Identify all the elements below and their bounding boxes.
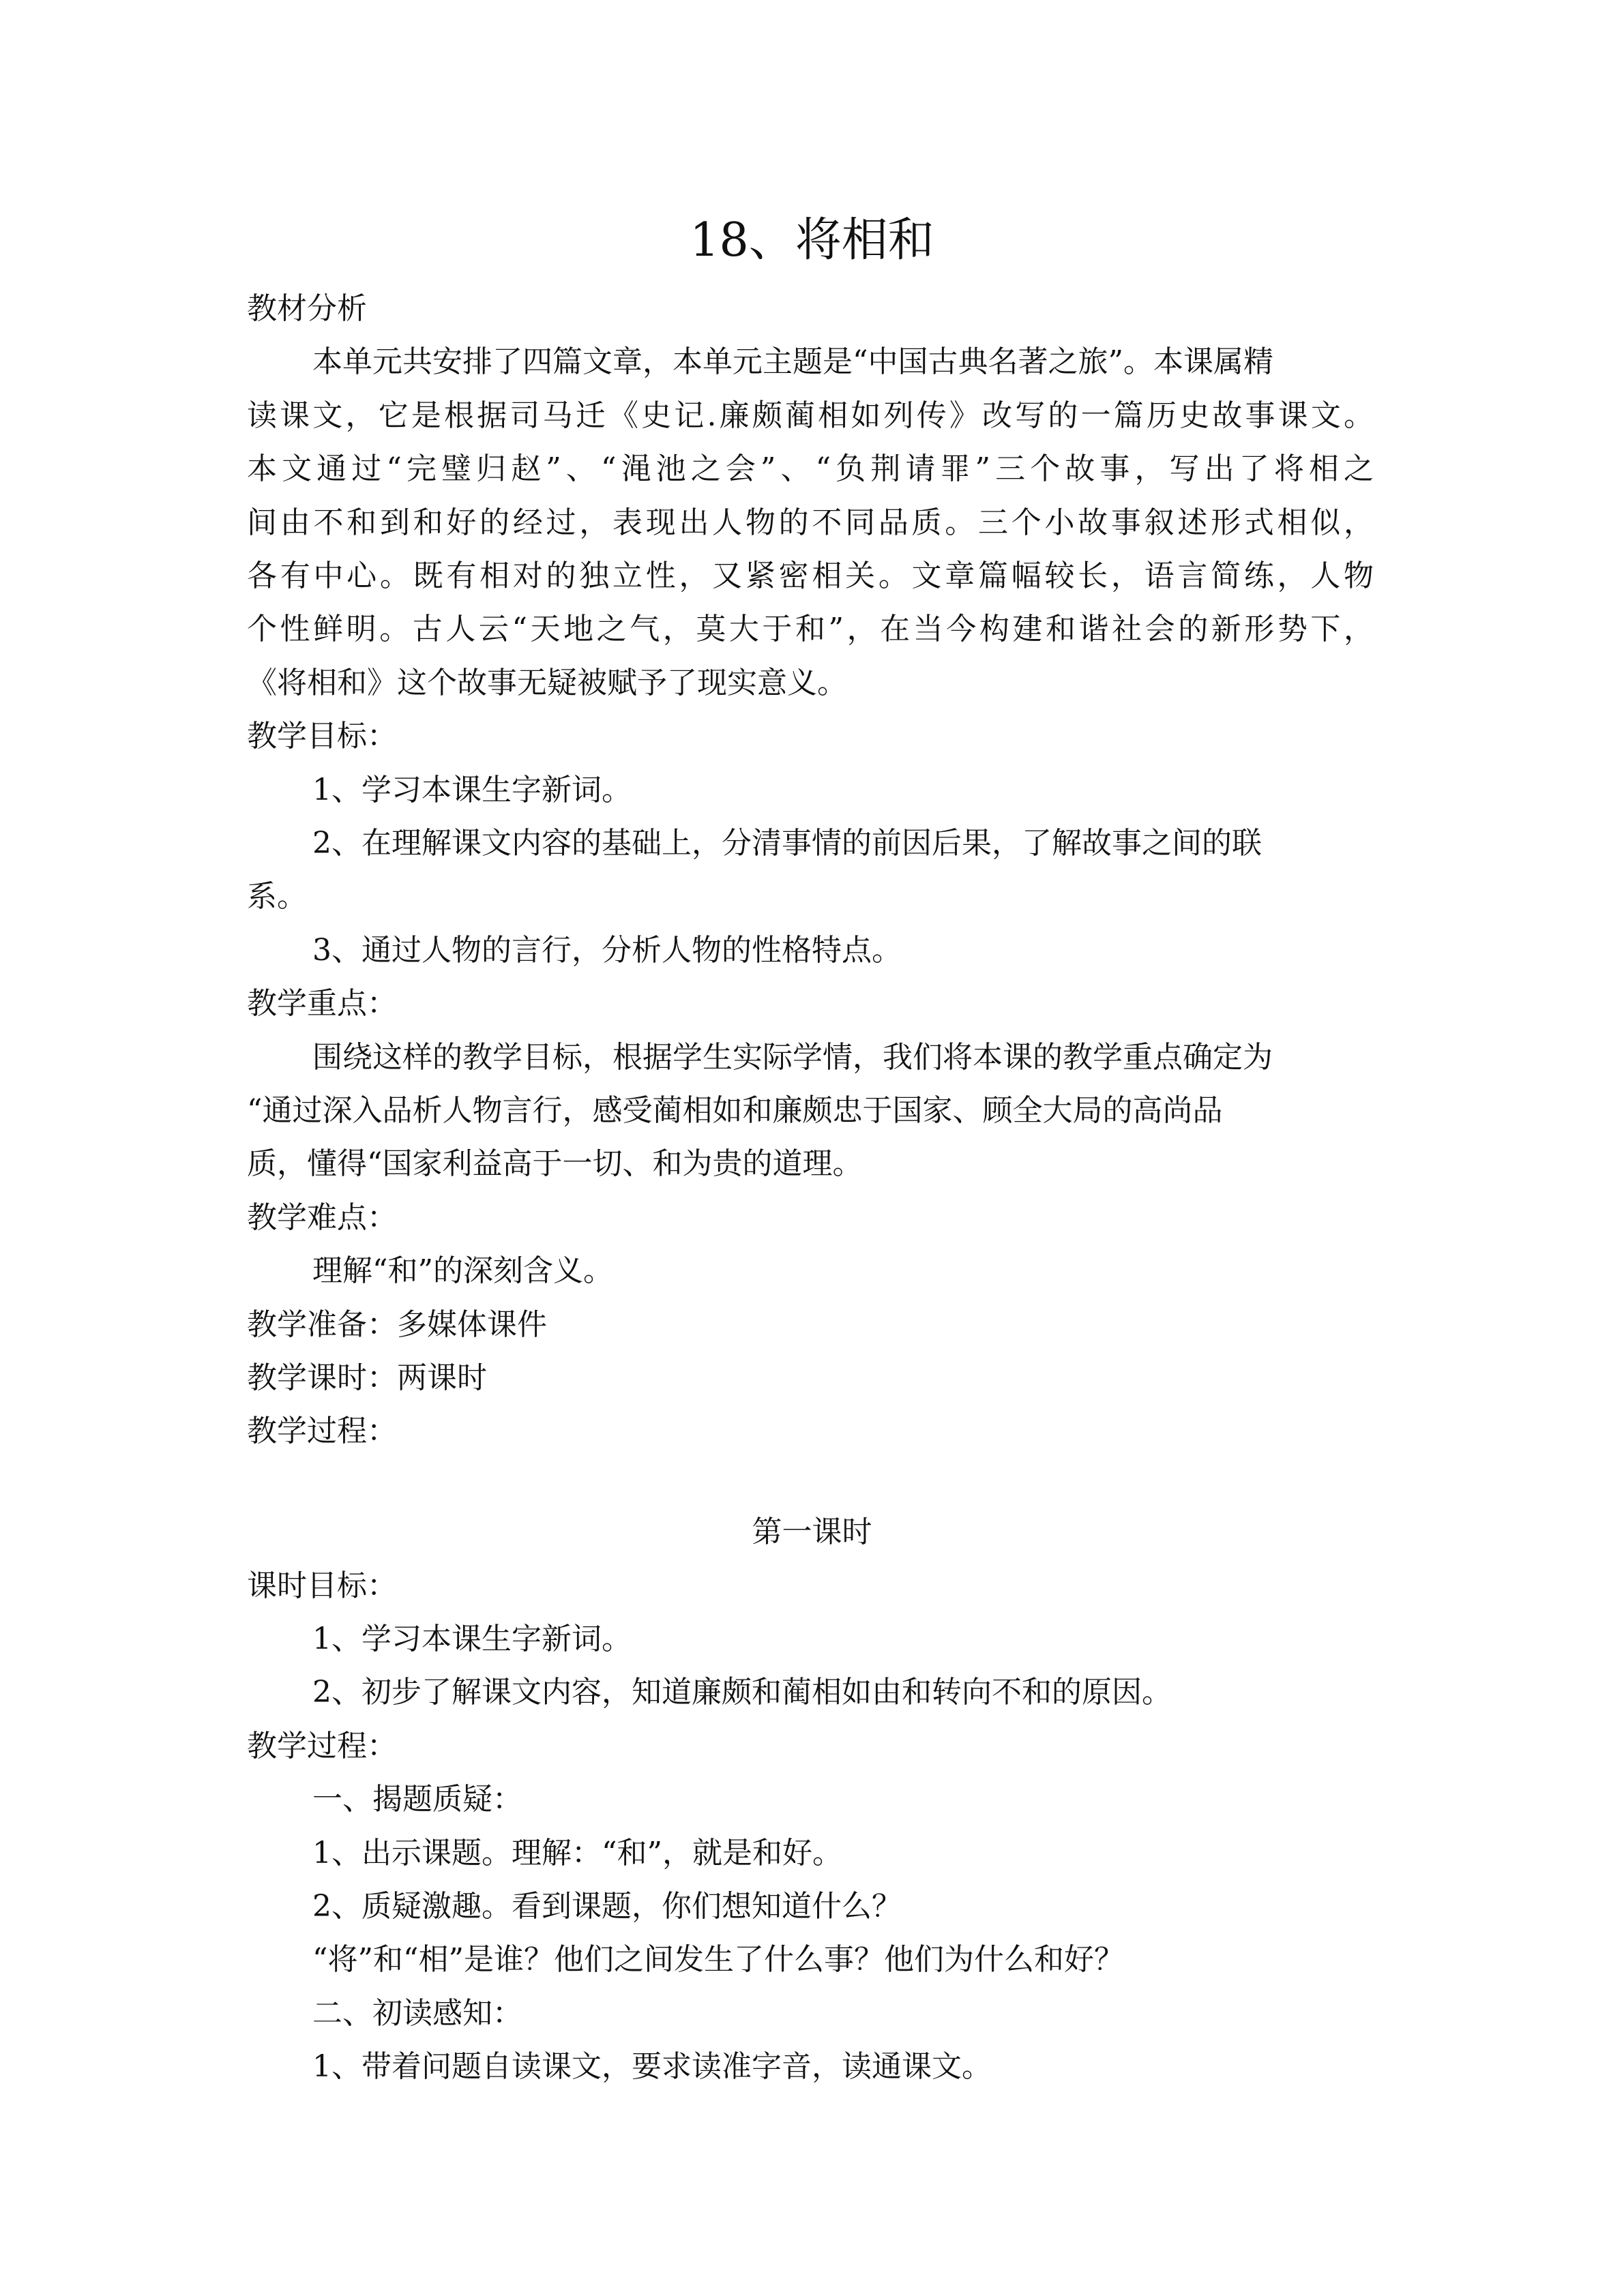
paragraph-line: 间由不和到和好的经过，表现出人物的不同品质。三个小故事叙述形式相似， (247, 505, 1374, 540)
paragraph-line: 《将相和》这个故事无疑被赋予了现实意义。 (247, 666, 847, 700)
periods-line: 教学课时：两课时 (247, 1360, 487, 1395)
document-title: 18、将相和 (690, 213, 934, 267)
list-item: 2、在理解课文内容的基础上，分清事情的前因后果，了解故事之间的联 (312, 826, 1262, 861)
list-item: 1、学习本课生字新词。 (312, 773, 632, 807)
paragraph-line: 质，懂得“国家利益高于一切、和为贵的道理。 (247, 1146, 863, 1181)
paragraph-line: “将”和“相”是谁？他们之间发生了什么事？他们为什么和好？ (312, 1942, 1124, 1977)
paragraph-line: 理解“和”的深刻含义。 (312, 1253, 613, 1288)
list-item: 2、质疑激趣。看到课题，你们想知道什么？ (312, 1889, 902, 1924)
section-heading-difficulties: 教学难点： (247, 1200, 397, 1235)
step-heading: 一、揭题质疑： (312, 1782, 522, 1817)
list-item: 2、初步了解课文内容，知道廉颇和蔺相如由和转向不和的原因。 (312, 1675, 1172, 1710)
paragraph-line: 本单元共安排了四篇文章，本单元主题是“中国古典名著之旅”。本课属精 (312, 344, 1273, 379)
paragraph-line: 本文通过“完璧归赵”、“渑池之会”、“负荆请罪”三个故事，写出了将相之 (247, 451, 1374, 486)
step-heading: 二、初读感知： (312, 1996, 522, 2031)
list-item: 3、通过人物的言行，分析人物的性格特点。 (312, 933, 902, 968)
section-heading-key-points: 教学重点： (247, 986, 397, 1021)
list-item: 1、带着问题自读课文，要求读准字音，读通课文。 (312, 2049, 992, 2084)
list-item: 1、学习本课生字新词。 (312, 1622, 632, 1656)
paragraph-line: 个性鲜明。古人云“天地之气，莫大于和”，在当今构建和谐社会的新形势下， (247, 612, 1374, 646)
section-heading-analysis: 教材分析 (247, 291, 367, 326)
section-heading-process: 教学过程： (247, 1729, 397, 1763)
paragraph-line: 读课文，它是根据司马迁《史记.廉颇蔺相如列传》改写的一篇历史故事课文。 (247, 398, 1374, 433)
section-heading-goals: 教学目标： (247, 719, 397, 754)
section-heading-process: 教学过程： (247, 1414, 397, 1448)
preparation-line: 教学准备：多媒体课件 (247, 1307, 547, 1342)
paragraph-line: 各有中心。既有相对的独立性，又紧密相关。文章篇幅较长，语言简练，人物 (247, 558, 1374, 593)
paragraph-line: 围绕这样的教学目标，根据学生实际学情，我们将本课的教学重点确定为 (312, 1040, 1273, 1075)
paragraph-line: “通过深入品析人物言行，感受蔺相如和廉颇忠于国家、顾全大局的高尚品 (247, 1093, 1223, 1128)
list-item-continuation: 系。 (247, 879, 307, 914)
section-heading-period-goals: 课时目标： (247, 1568, 397, 1603)
list-item: 1、出示课题。理解：“和”，就是和好。 (312, 1836, 842, 1870)
period-heading: 第一课时 (752, 1515, 872, 1549)
